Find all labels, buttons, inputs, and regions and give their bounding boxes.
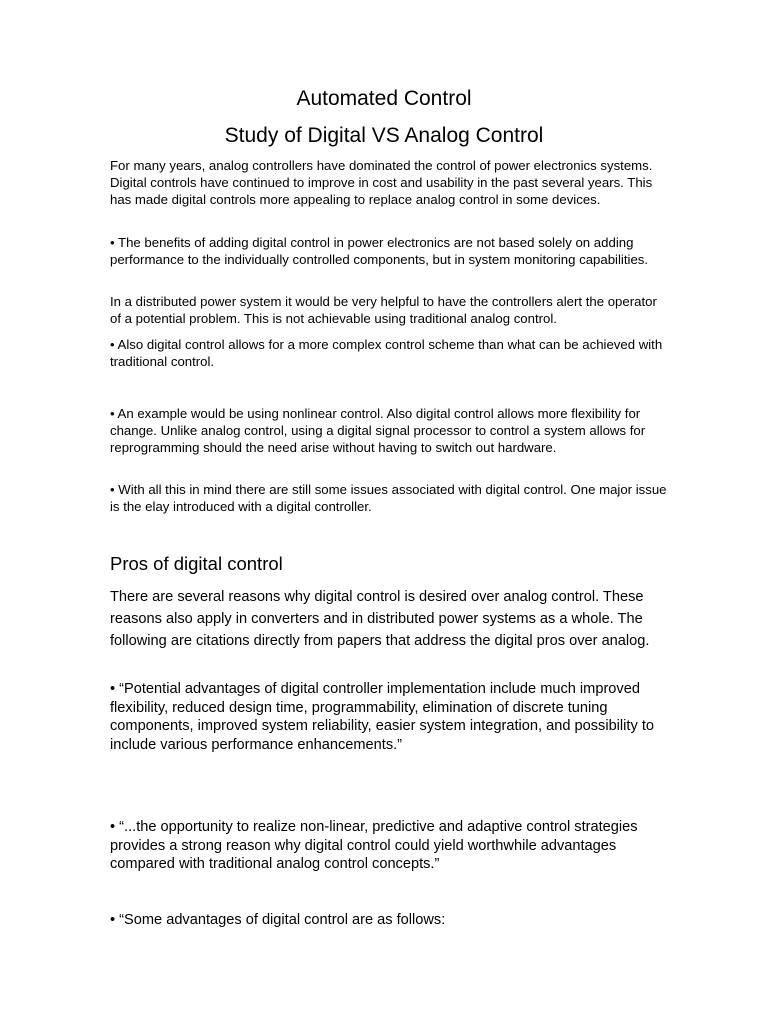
pros-intro-paragraph: There are several reasons why digital control is desired over analog control. These reasons also apply in converters and in distributed power systems as a whole. The following are citations directly from papers that address the digital pros over analog. xyxy=(110,589,650,649)
quote-some-advantages: • “Some advantages of digital control are as follows: xyxy=(110,912,446,928)
quote-potential-advantages: • “Potential advantages of digital controller implementation include much improved flexibility, reduced design time, programmability, elimination of discrete tuning components, improved system reliability, easier system integration, and possibility to include various performance enhancements.” xyxy=(110,681,654,753)
quote-nonlinear-strategies: • “...the opportunity to realize non-linear, predictive and adaptive control strategies provides a strong reason why digital control could yield worthwhile advantages compared with traditional analog control concepts.” xyxy=(110,819,638,873)
document-subtitle: Study of Digital VS Analog Control xyxy=(224,124,544,147)
bullet-nonlinear-example: • An example would be using nonlinear control. Also digital control allows more flexibility for change. Unlike analog control, using a digital signal processor to control a system allows for reprogramming should the need arise without having to switch out hardware. xyxy=(110,406,646,455)
bullet-benefits: • The benefits of adding digital control in power electronics are not based solely on adding performance to the individually controlled components, but in system monitoring capabilities. xyxy=(110,235,649,267)
distributed-power-paragraph: In a distributed power system it would be very helpful to have the controllers alert the operator of a potential problem. This is not achievable using traditional analog control. xyxy=(110,294,657,326)
bullet-issues: • With all this in mind there are still some issues associated with digital control. One major issue is the elay introduced with a digital controller. xyxy=(110,482,667,514)
bullet-complex-control: • Also digital control allows for a more complex control scheme than what can be achieved with traditional control. xyxy=(110,337,663,369)
section-heading: Pros of digital control xyxy=(110,553,283,574)
intro-paragraph: For many years, analog controllers have dominated the control of power electronics systems. Digital controls have continued to improve in cost and usability in the past several years. This has made digital controls more appealing to replace analog control in some devices. xyxy=(110,158,653,207)
document-title: Automated Control xyxy=(296,87,472,110)
